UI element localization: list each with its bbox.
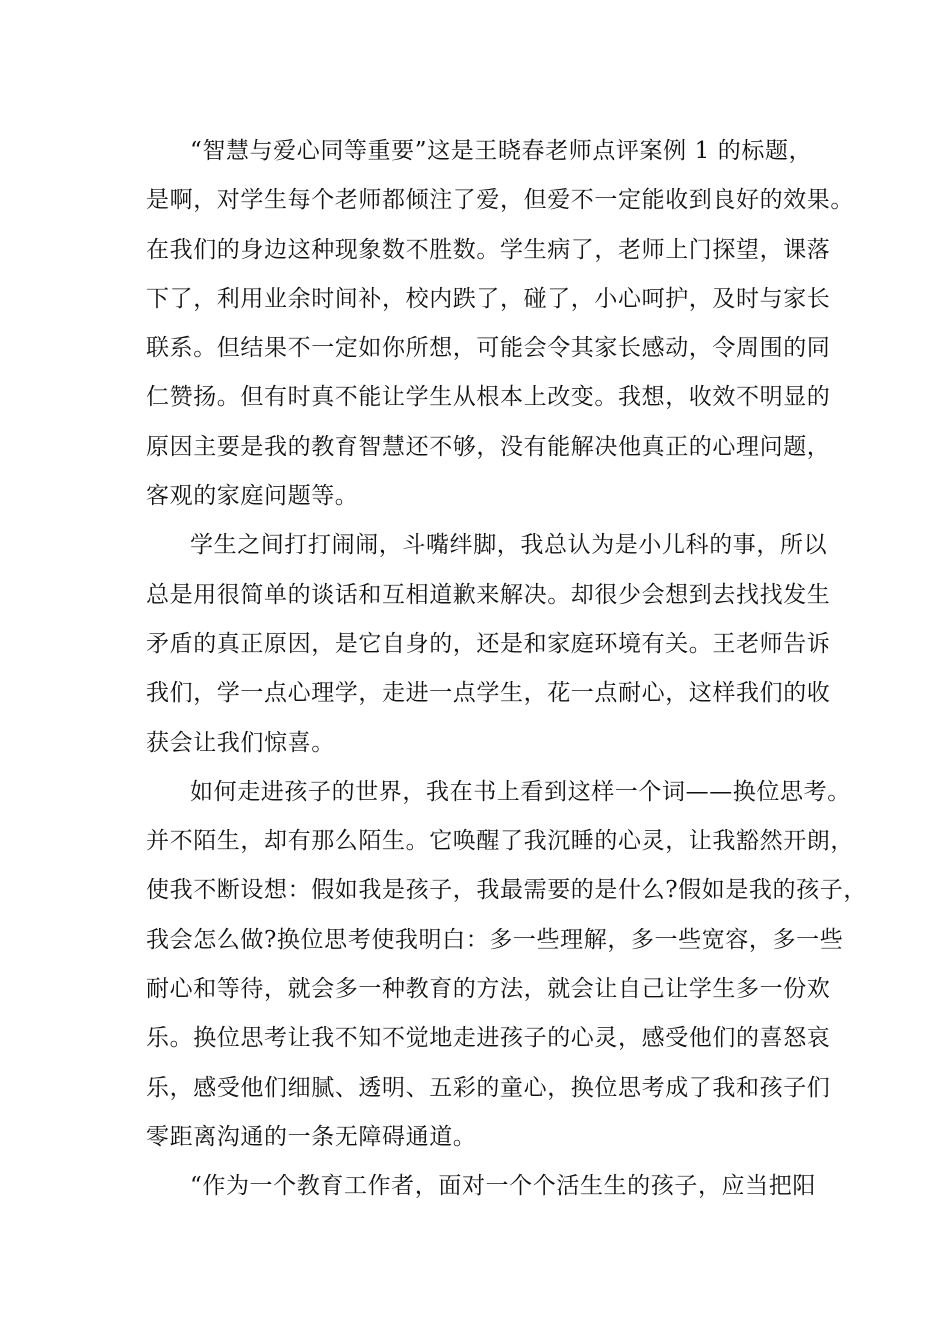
paragraph-line: 如何走进孩子的世界，我在书上看到这样一个词——换位思考。: [190, 778, 851, 805]
paragraph-line: 总是用很简单的谈话和互相道歉来解决。却很少会想到去找找发生: [146, 581, 831, 608]
paragraph-line: 学生之间打打闹闹，斗嘴绊脚，我总认为是小儿科的事，所以: [190, 532, 828, 559]
paragraph-line: 我会怎么做?换位思考使我明白：多一些理解，多一些宽容，多一些: [146, 926, 844, 953]
paragraph-line: 并不陌生，却有那么陌生。它唤醒了我沉睡的心灵，让我豁然开朗，: [146, 828, 854, 855]
paragraph-line: 在我们的身边这种现象数不胜数。学生病了，老师上门探望，课落: [146, 236, 831, 263]
paragraph-line: 是啊，对学生每个老师都倾注了爱，但爱不一定能收到良好的效果。: [146, 187, 854, 214]
paragraph-line: 使我不断设想：假如我是孩子，我最需要的是什么?假如是我的孩子，: [146, 877, 867, 904]
paragraph-line: 我们，学一点心理学，走进一点学生，花一点耐心，这样我们的收: [146, 680, 831, 707]
paragraph-line: 联系。但结果不一定如你所想，可能会令其家长感动，令周围的同: [146, 335, 831, 362]
paragraph-1: [146, 127, 854, 521]
paragraph-line: 零距离沟通的一条无障碍通道。: [146, 1123, 477, 1150]
paragraph-4: [146, 1162, 826, 1211]
document-body: [146, 127, 867, 1212]
paragraph-line: 耐心和等待，就会多一种教育的方法，就会让自己让学生多一份欢: [146, 976, 831, 1003]
paragraph-2: [146, 521, 831, 767]
paragraph-line: 乐，感受他们细腻、透明、五彩的童心，换位思考成了我和孩子们: [146, 1074, 831, 1101]
paragraph-line: 矛盾的真正原因，是它自身的，还是和家庭环境有关。王老师告诉: [146, 630, 831, 657]
paragraph-line: “智慧与爱心同等重要”这是王晓春老师点评案例 1 的标题，: [190, 138, 813, 164]
paragraph-line: 原因主要是我的教育智慧还不够，没有能解决他真正的心理问题，: [146, 433, 831, 460]
paragraph-line: 下了，利用业余时间补，校内跌了，碰了，小心呵护，及时与家长: [146, 285, 831, 312]
paragraph-line: 获会让我们惊喜。: [146, 729, 335, 756]
paragraph-line: 客观的家庭问题等。: [146, 483, 359, 510]
paragraph-line: 乐。换位思考让我不知不觉地走进孩子的心灵，感受他们的喜怒哀: [146, 1025, 831, 1052]
paragraph-line: “作为一个教育工作者，面对一个个活生生的孩子，应当把阳: [190, 1173, 816, 1200]
paragraph-line: 仁赞扬。但有时真不能让学生从根本上改变。我想，收效不明显的: [146, 384, 831, 411]
paragraph-3: [146, 768, 867, 1162]
